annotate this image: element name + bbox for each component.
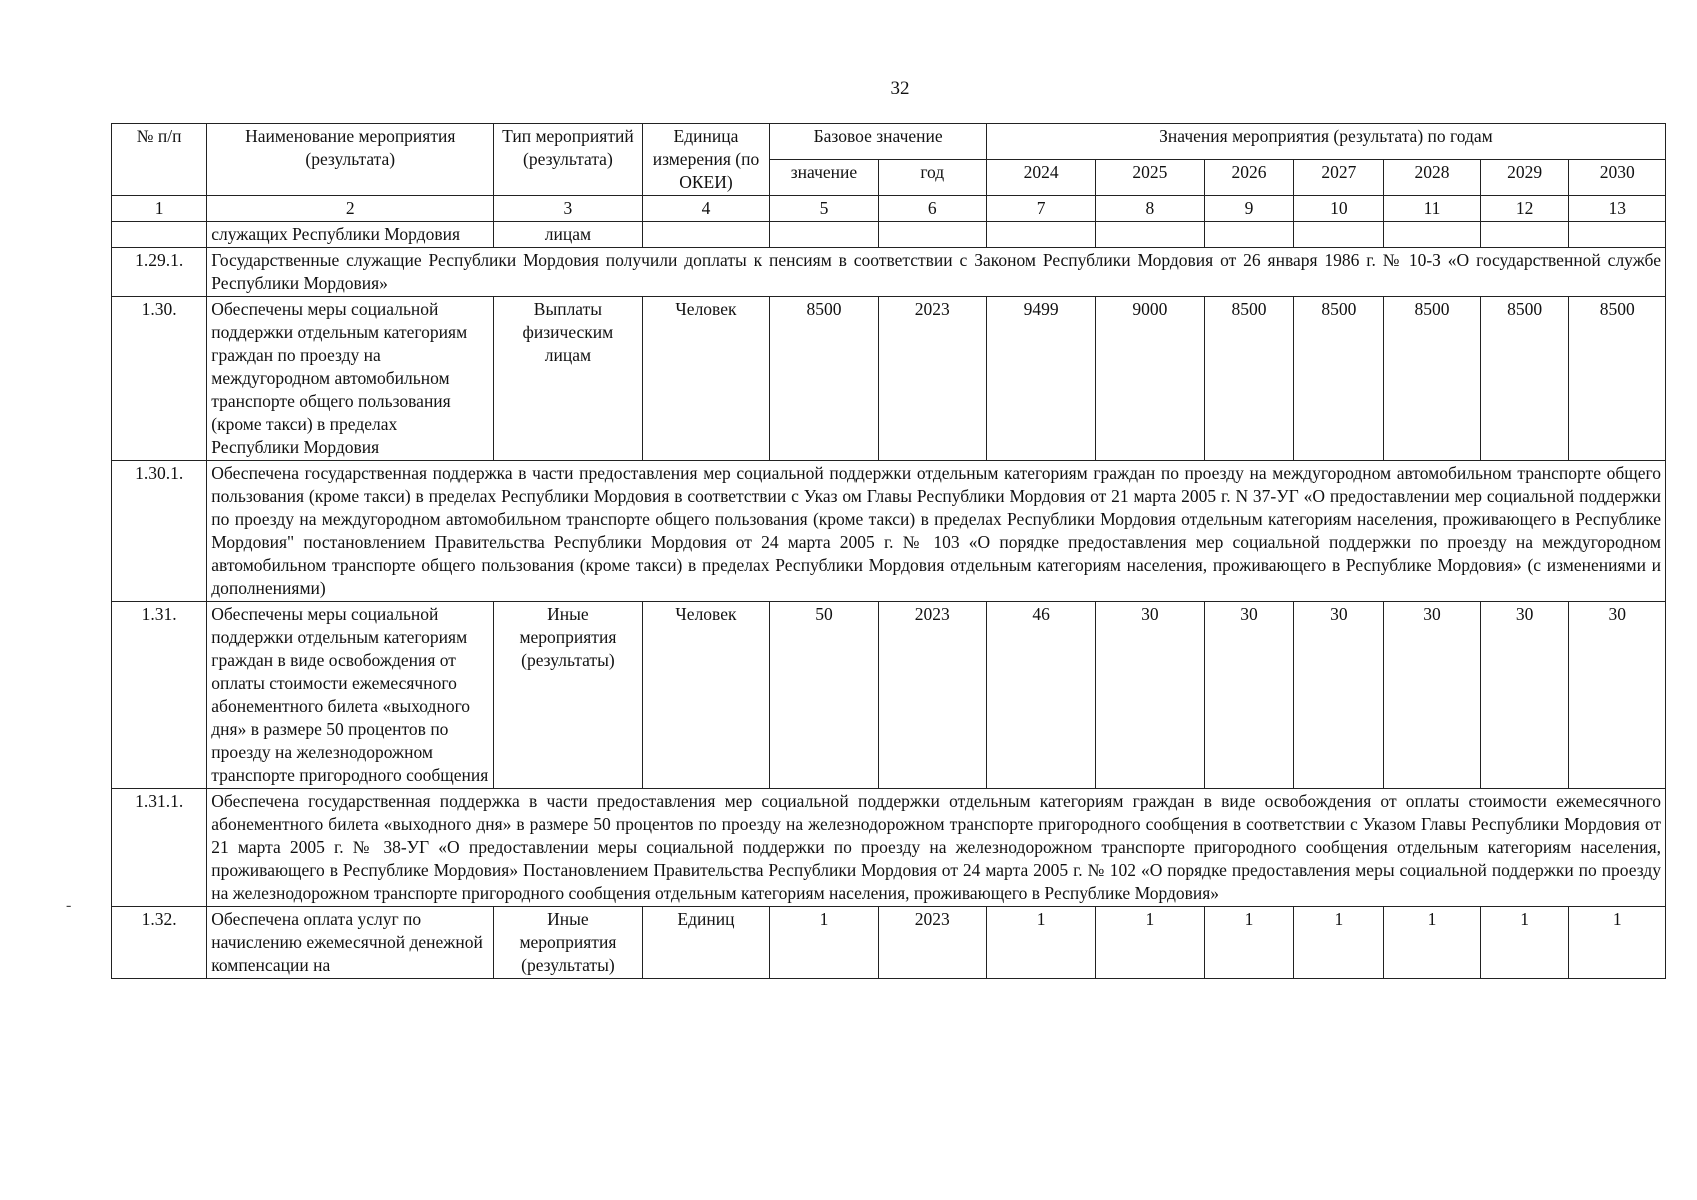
row-year-value: 9000 <box>1096 297 1204 461</box>
row-year-value: 30 <box>1096 602 1204 789</box>
row-year-value: 30 <box>1204 602 1294 789</box>
row-year-value: 30 <box>1294 602 1384 789</box>
column-number: 8 <box>1096 196 1204 222</box>
row-name: Обеспечены меры социальной поддержки отдельным категориям граждан в виде освобождения от оплаты стоимости ежемесячного абонементного билета «выходного дня» в размере 50 процентов по проезду на железнодорожном транспорте пригородного сообщения <box>207 602 494 789</box>
header-type: Тип мероприятий (результата) <box>494 124 642 196</box>
row-number: 1.31. <box>112 602 207 789</box>
row-name: Обеспечена оплата услуг по начислению ежемесячной денежной компенсации на <box>207 907 494 979</box>
row-year-value <box>1569 222 1666 248</box>
note-row <box>112 789 1666 907</box>
row-year-value: 46 <box>986 602 1095 789</box>
row-year-value: 1 <box>1096 907 1204 979</box>
row-year-value <box>1294 222 1384 248</box>
row-year-value <box>1204 222 1294 248</box>
header-row-1 <box>112 124 1666 160</box>
row-base-value: 1 <box>770 907 878 979</box>
header-number: № п/п <box>112 124 207 196</box>
row-year-value <box>1384 222 1480 248</box>
row-year-value: 1 <box>1384 907 1480 979</box>
row-base-value: 50 <box>770 602 878 789</box>
row-year-value: 1 <box>1569 907 1666 979</box>
row-base-year <box>878 222 986 248</box>
column-number-row <box>112 196 1666 222</box>
header-year: 2024 <box>986 160 1095 196</box>
header-years: Значения мероприятия (результата) по годам <box>986 124 1665 160</box>
column-number: 4 <box>642 196 770 222</box>
row-base-value: 8500 <box>770 297 878 461</box>
column-number: 2 <box>207 196 494 222</box>
header-year: 2025 <box>1096 160 1204 196</box>
row-base-year: 2023 <box>878 907 986 979</box>
column-number: 1 <box>112 196 207 222</box>
row-number: 1.30. <box>112 297 207 461</box>
column-number: 12 <box>1480 196 1569 222</box>
row-unit <box>642 222 770 248</box>
table-row <box>112 297 1666 461</box>
row-year-value: 8500 <box>1204 297 1294 461</box>
row-year-value: 1 <box>1294 907 1384 979</box>
table-row <box>112 222 1666 248</box>
note-text: Обеспечена государственная поддержка в части предоставления мер социальной поддержки отдельным категориям граждан по проезду на междугородном автомобильном транспорте общего пользования (кроме такси) в пределах Республики Мордовия в соответствии с Указ ом Главы Республики Мордовия от 21 марта 2005 г. N 37-УГ «О предоставлении мер социальной поддержки по проезду на междугородном автомобильном транспорте общего пользования (кроме такси) в пределах Республики Мордовия отдельным категориям населения, проживающего в Республике Мордовия" постановлением Правительства Республики Мордовия от 24 марта 2005 г. № 103 «О порядке предоставления мер социальной поддержки по проезду на междугородном автомобильном транспорте общего пользования (кроме такси) в пределах Республики Мордовия отдельным категориям населения, проживающего в Республике Мордовия» (с изменениями и дополнениями) <box>207 461 1666 602</box>
header-year: 2027 <box>1294 160 1384 196</box>
header-year: 2029 <box>1480 160 1569 196</box>
row-type: Иные мероприятия (результаты) <box>494 907 642 979</box>
row-year-value <box>1480 222 1569 248</box>
note-row <box>112 248 1666 297</box>
row-base-value <box>770 222 878 248</box>
header-year: 2030 <box>1569 160 1666 196</box>
column-number: 3 <box>494 196 642 222</box>
row-unit: Единиц <box>642 907 770 979</box>
column-number: 6 <box>878 196 986 222</box>
row-base-year: 2023 <box>878 602 986 789</box>
row-year-value: 30 <box>1384 602 1480 789</box>
header-base: Базовое значение <box>770 124 987 160</box>
row-year-value: 8500 <box>1569 297 1666 461</box>
row-type: Выплаты физическим лицам <box>494 297 642 461</box>
row-year-value: 8500 <box>1384 297 1480 461</box>
row-number: 1.29.1. <box>112 248 207 297</box>
header-year: 2026 <box>1204 160 1294 196</box>
row-unit: Человек <box>642 602 770 789</box>
note-text: Обеспечена государственная поддержка в части предоставления мер социальной поддержки отдельным категориям граждан в виде освобождения от оплаты стоимости ежемесячного абонементного билета «выходного дня» в размере 50 процентов по проезду на железнодорожном транспорте пригородного сообщения в соответствии с Указом Главы Республики Мордовия от 21 марта 2005 г. № 38-УГ «О предоставлении меры социальной поддержки по проезду на железнодорожном транспорте пригородного сообщения отдельным категориям населения, проживающего в Республике Мордовия» Постановлением Правительства Республики Мордовия от 24 марта 2005 г. № 102 «О порядке предоставления меры социальной поддержки по проезду на железнодорожном транспорте пригородного сообщения отдельным категориям населения, проживающего в Республике Мордовия» <box>207 789 1666 907</box>
note-row <box>112 461 1666 602</box>
column-number: 13 <box>1569 196 1666 222</box>
header-base-year: год <box>878 160 986 196</box>
margin-mark: - <box>66 897 72 914</box>
row-type: лицам <box>494 222 642 248</box>
row-year-value: 8500 <box>1480 297 1569 461</box>
header-year: 2028 <box>1384 160 1480 196</box>
row-year-value <box>1096 222 1204 248</box>
column-number: 10 <box>1294 196 1384 222</box>
row-number: 1.32. <box>112 907 207 979</box>
row-year-value: 30 <box>1569 602 1666 789</box>
row-year-value <box>986 222 1095 248</box>
results-table <box>111 123 1666 979</box>
row-number: 1.31.1. <box>112 789 207 907</box>
row-unit: Человек <box>642 297 770 461</box>
column-number: 7 <box>986 196 1095 222</box>
row-name: служащих Республики Мордовия <box>207 222 494 248</box>
table-row <box>112 907 1666 979</box>
row-year-value: 8500 <box>1294 297 1384 461</box>
page-number: 32 <box>890 78 910 99</box>
row-name: Обеспечены меры социальной поддержки отдельным категориям граждан по проезду на междугородном автомобильном транспорте общего пользования (кроме такси) в пределах Республики Мордовия <box>207 297 494 461</box>
header-base-value: значение <box>770 160 878 196</box>
row-year-value: 30 <box>1480 602 1569 789</box>
header-name: Наименование мероприятия (результата) <box>207 124 494 196</box>
row-number <box>112 222 207 248</box>
note-text: Государственные служащие Республики Мордовия получили доплаты к пенсиям в соответствии с Законом Республики Мордовия от 26 января 1986 г. № 10-З «О государственной службе Республики Мордовия» <box>207 248 1666 297</box>
row-base-year: 2023 <box>878 297 986 461</box>
column-number: 5 <box>770 196 878 222</box>
row-year-value: 1 <box>1204 907 1294 979</box>
column-number: 11 <box>1384 196 1480 222</box>
row-year-value: 1 <box>986 907 1095 979</box>
row-type: Иные мероприятия (результаты) <box>494 602 642 789</box>
row-year-value: 9499 <box>986 297 1095 461</box>
header-unit: Единица измерения (по ОКЕИ) <box>642 124 770 196</box>
row-number: 1.30.1. <box>112 461 207 602</box>
column-number: 9 <box>1204 196 1294 222</box>
table-row <box>112 602 1666 789</box>
row-year-value: 1 <box>1480 907 1569 979</box>
